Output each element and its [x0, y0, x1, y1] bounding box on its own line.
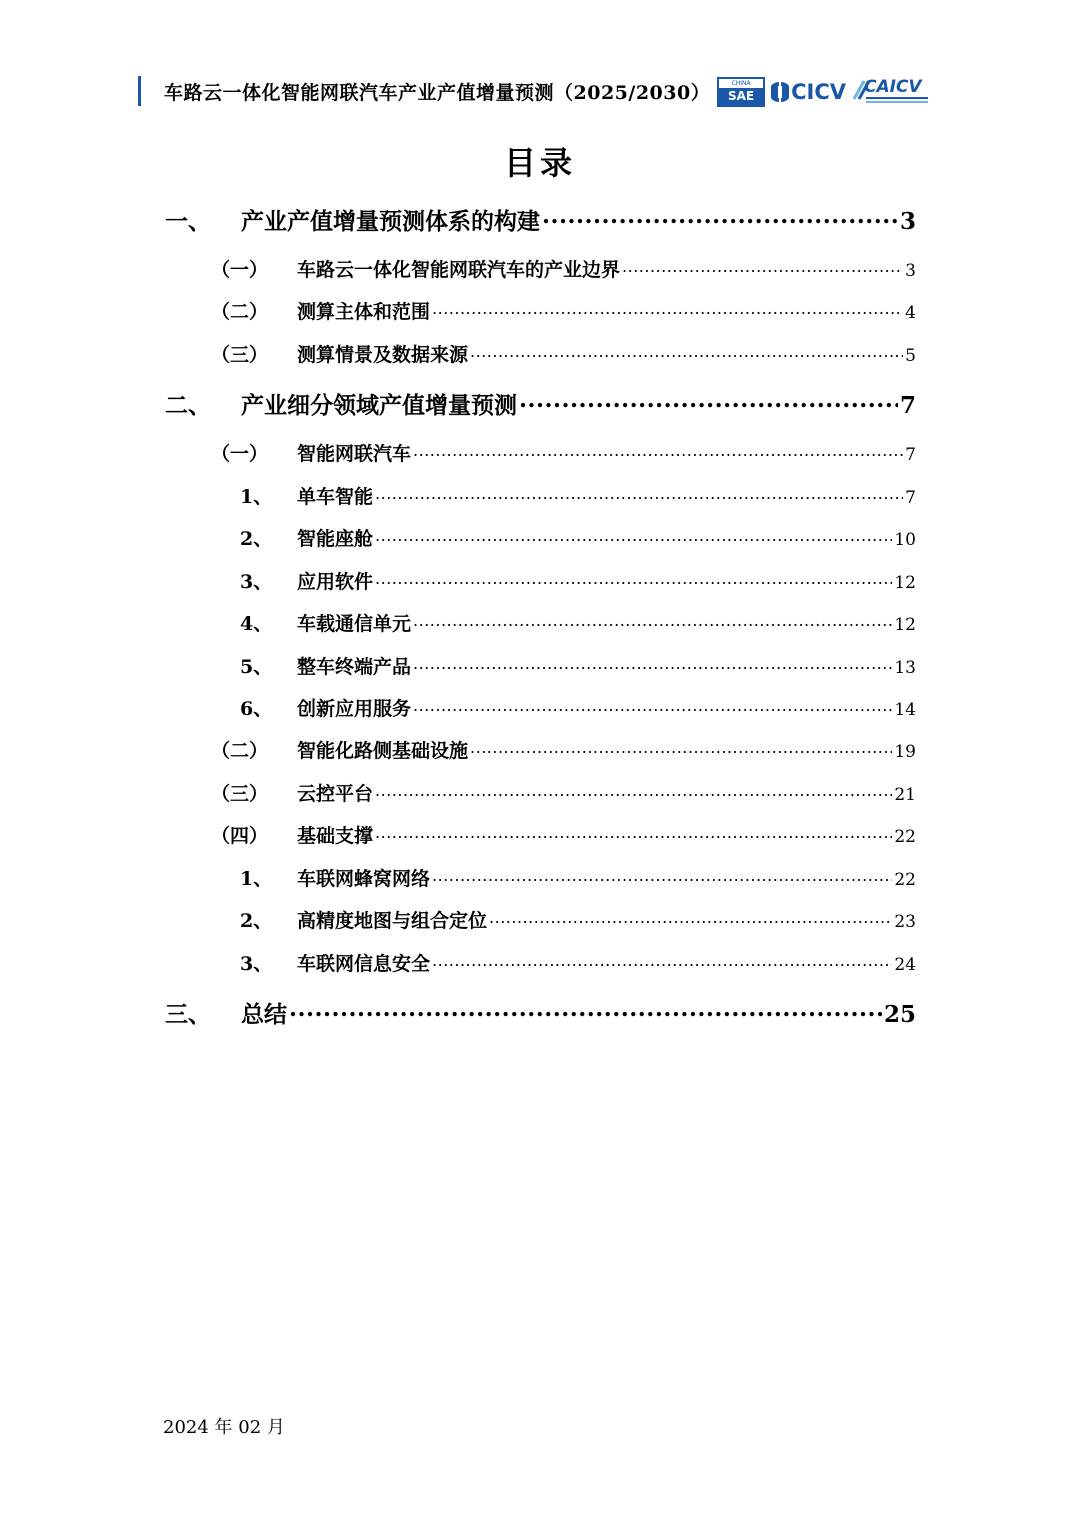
- header-title: 车路云一体化智能网联汽车产业产值增量预测（2025/2030）: [164, 82, 711, 104]
- toc-entry-number: （一）: [211, 443, 269, 465]
- toc-entry-number: （四）: [211, 825, 269, 847]
- toc-entry[interactable]: [211, 337, 916, 365]
- toc-dot-leader: [375, 479, 903, 503]
- toc-entry-label: 创新应用服务: [297, 698, 412, 720]
- toc-entry[interactable]: [240, 903, 916, 931]
- toc-dot-leader: [413, 649, 892, 673]
- toc-entry-number: 2、: [240, 528, 273, 550]
- toc-entry-number: （二）: [211, 740, 269, 762]
- toc-entry-page: 22: [894, 827, 916, 847]
- toc-entry[interactable]: [240, 649, 916, 677]
- toc-entry-label: 总结: [241, 1001, 287, 1028]
- toc-entry-number: 三、: [165, 1001, 211, 1028]
- toc-entry-page: 24: [894, 955, 916, 975]
- toc-entry-page: 3: [899, 208, 916, 235]
- china-sae-logo: [717, 77, 765, 107]
- toc-entry-label: 高精度地图与组合定位: [297, 910, 488, 932]
- toc-dot-leader: [289, 994, 882, 1022]
- toc-entry-label: 单车智能: [297, 486, 374, 508]
- toc-entry-page: 23: [894, 912, 916, 932]
- toc-dot-leader: [413, 691, 892, 715]
- toc-dot-leader: [413, 606, 892, 630]
- toc-dot-leader: [413, 436, 903, 460]
- toc-entry-page: 22: [894, 870, 916, 890]
- toc-entry-label: 智能化路侧基础设施: [297, 740, 469, 762]
- toc-dot-leader: [432, 946, 892, 970]
- toc-entry-number: 3、: [240, 953, 273, 975]
- toc-entry-number: 3、: [240, 571, 273, 593]
- toc-dot-leader: [432, 294, 903, 318]
- page-header: [138, 74, 928, 110]
- toc-dot-leader: [375, 776, 892, 800]
- toc-entry-number: 5、: [240, 656, 273, 678]
- toc-dot-leader: [489, 903, 892, 927]
- caicv-logo: [852, 77, 928, 107]
- cicv-logo-text: CICV: [791, 80, 846, 104]
- toc-entry[interactable]: [211, 818, 916, 846]
- toc-entry-number: 6、: [240, 698, 273, 720]
- toc-dot-leader: [470, 337, 903, 361]
- toc-entry[interactable]: [240, 564, 916, 592]
- toc-entry-page: 21: [894, 785, 916, 805]
- toc-entry[interactable]: [211, 436, 916, 464]
- toc-entry-number: （一）: [211, 259, 269, 281]
- toc-entry-number: （二）: [211, 301, 269, 323]
- toc-entry-label: 产业细分领域产值增量预测: [241, 392, 517, 419]
- caicv-logo-underline: [866, 97, 928, 99]
- cicv-emblem-icon: [771, 80, 789, 104]
- toc-entry[interactable]: [240, 691, 916, 719]
- toc-entry[interactable]: [165, 994, 916, 1026]
- toc-entry-label: 整车终端产品: [297, 656, 412, 678]
- toc-entry-label: 智能网联汽车: [297, 443, 412, 465]
- toc-entry-page: 7: [905, 445, 916, 465]
- caicv-logo-text: CAICV: [864, 77, 922, 97]
- toc-dot-leader: [470, 733, 892, 757]
- toc-entry-label: 智能座舱: [297, 528, 374, 550]
- toc-entry-page: 12: [894, 573, 916, 593]
- toc-entry-page: 7: [905, 488, 916, 508]
- toc-entry[interactable]: [211, 294, 916, 322]
- toc-entry-number: 1、: [240, 868, 273, 890]
- toc-entry-page: 13: [894, 658, 916, 678]
- toc-dot-leader: [375, 818, 892, 842]
- toc-entry-number: 一、: [165, 208, 211, 235]
- toc-entry[interactable]: [240, 479, 916, 507]
- toc-entry-number: 4、: [240, 613, 273, 635]
- toc-entry[interactable]: [165, 385, 916, 417]
- toc-entry[interactable]: [240, 521, 916, 549]
- header-accent-bar: [138, 76, 141, 106]
- toc-entry[interactable]: [211, 733, 916, 761]
- toc-dot-leader: [375, 564, 892, 588]
- toc-dot-leader: [375, 521, 892, 545]
- toc-entry-page: 12: [894, 615, 916, 635]
- toc-entry-number: 1、: [240, 486, 273, 508]
- sae-logo-top-text: CHINA: [731, 80, 751, 87]
- toc-entry-page: 3: [905, 261, 916, 281]
- footer-date: 2024 年 02 月: [163, 1417, 285, 1438]
- toc-dot-leader: [519, 385, 898, 413]
- toc-entry[interactable]: [240, 946, 916, 974]
- header-logos: [717, 74, 928, 110]
- toc-dot-leader: [622, 252, 903, 276]
- toc-entry-page: 7: [899, 392, 916, 419]
- toc-entry-label: 车联网信息安全: [297, 953, 431, 975]
- toc-entry-page: 4: [905, 303, 916, 323]
- toc-entry-number: （三）: [211, 783, 269, 805]
- toc-entry-page: 14: [894, 700, 916, 720]
- toc-entry-page: 19: [894, 742, 916, 762]
- toc-entry[interactable]: [240, 606, 916, 634]
- page-title: 目录: [503, 144, 576, 182]
- toc-entry-label: 车路云一体化智能网联汽车的产业边界: [297, 259, 621, 281]
- toc-entry-page: 5: [905, 346, 916, 366]
- toc-entry-page: 25: [883, 1001, 916, 1028]
- toc-entry-label: 应用软件: [297, 571, 374, 593]
- toc-entry-label: 测算情景及数据来源: [297, 344, 469, 366]
- toc-entry[interactable]: [211, 776, 916, 804]
- toc-entry-label: 车载通信单元: [297, 613, 412, 635]
- toc-entry-number: （三）: [211, 344, 269, 366]
- toc-dot-leader: [542, 201, 898, 229]
- toc-entry[interactable]: [165, 201, 916, 233]
- cicv-logo: [771, 80, 846, 104]
- sae-logo-bottom-text: SAE: [719, 88, 763, 105]
- toc-entry-label: 基础支撑: [297, 825, 374, 847]
- toc-entry-label: 车联网蜂窝网络: [297, 868, 431, 890]
- toc-entry-number: 2、: [240, 910, 273, 932]
- toc-entry-label: 产业产值增量预测体系的构建: [241, 208, 540, 235]
- toc-entry-label: 测算主体和范围: [297, 301, 431, 323]
- toc-entry[interactable]: [240, 861, 916, 889]
- toc-entry-number: 二、: [165, 392, 211, 419]
- toc-entry-label: 云控平台: [297, 783, 374, 805]
- toc-entry-page: 10: [894, 530, 916, 550]
- toc-dot-leader: [432, 861, 892, 885]
- toc-entry[interactable]: [211, 252, 916, 280]
